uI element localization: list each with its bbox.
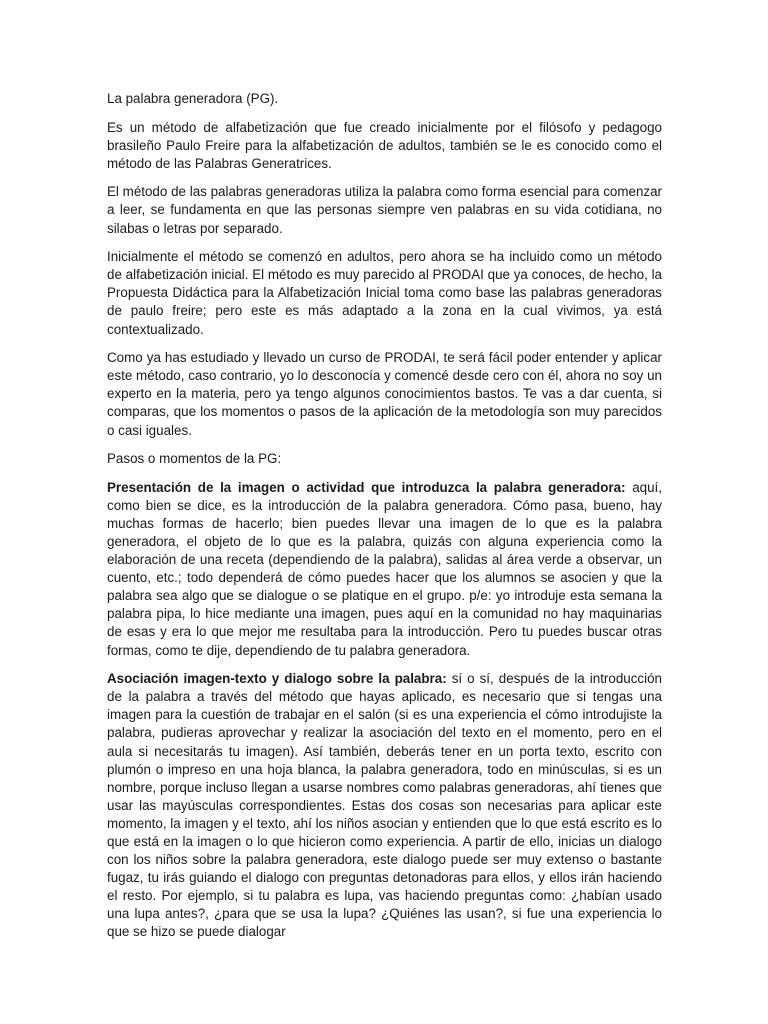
step-association-title: Asociación imagen-texto y dialogo sobre la palabra bbox=[107, 671, 443, 687]
step-presentation-title: Presentación de la imagen o actividad que introduzca la palabra generadora bbox=[107, 479, 622, 495]
step-association bbox=[107, 670, 662, 941]
document-heading: La palabra generadora (PG). bbox=[107, 91, 279, 106]
paragraph-definition: Es un método de alfabetización que fue creado inicialmente por el filósofo y pedagogo brasileño Paulo Freire para la alfabetización de adultos, también se le es conocido como el método de las Palabras Generatrices. bbox=[107, 119, 662, 171]
paragraph-prodai-comparison: Inicialmente el método se comenzó en adultos, pero ahora se ha incluido como un método de alfabetización inicial. El método es muy parecido al PRODAI que ya conoces, de hecho, la Propuesta Didáctica para la Alfabetización Inicial toma como base las palabras generadoras de paulo freire; pero este es más adaptado a la zona en la cual vivimos, ya está contextualizado. bbox=[107, 249, 662, 337]
paragraph-method-basis: El método de las palabras generadoras utiliza la palabra como forma esencial para comenzar a leer, se fundamenta en que las personas siempre ven palabras en su vida cotidiana, no silabas o letras por separado. bbox=[107, 184, 662, 236]
paragraph-author-experience: Como ya has estudiado y llevado un curso de PRODAI, te será fácil poder entender y aplicar este método, caso contrario, yo lo desconocía y comencé desde cero con él, ahora no soy un experto en la materia, pero ya tengo algunos conocimientos bastos. Te vas a dar cuenta, si comparas, que los momentos o pasos de la aplicación de la metodología son muy parecidos o casi iguales. bbox=[107, 350, 662, 438]
document-page bbox=[107, 90, 662, 952]
step-presentation-body: aquí, como bien se dice, es la introducción de la palabra generadora. Cómo pasa, bueno, hay muchas formas de hacerlo; bien puedes llevar una imagen de lo que es la palabra generadora, el objeto de lo que es la palabra, quizás con alguna experiencia como la elaboración de una receta (dependiendo de la palabra), salidas al área verde a observar, un cuento, etc.; todo dependerá de cómo puedes hacer que los alumnos se asocien y que la palabra sea algo que se dialogue o se platique en el grupo. p/e: yo introduje esta semana la palabra pipa, lo hice mediante una imagen, pues aquí en la comunidad no hay maquinarias de esas y era lo que mejor me resultaba para la introducción. Pero tu puedes buscar otras formas, como te dije, dependiendo de tu palabra generadora. bbox=[107, 479, 662, 658]
step-presentation bbox=[107, 479, 662, 660]
step-association-body: sí o sí, después de la introducción de la palabra a través del método que hayas aplicado, es necesario que si tengas una imagen para la cuestión de trabajar en el salón (si es una experiencia el cómo introdujiste la palabra, pudieras aprovechar y realizar la asociación del texto en el momento, pero en el aula si necesitarás tu imagen). Así también, deberás tener en un porta texto, escrito con plumón o impreso en una hoja blanca, la palabra generadora, todo en minúsculas, si es un nombre, porque incluso llegan a usarse nombres como palabras generadoras, ahí tienes que usar las mayúsculas correspondientes. Estas dos cosas son necesarias para aplicar este momento, la imagen y el texto, ahí los niños asocian y entienden que lo que está escrito es lo que está en la imagen o lo que hicieron como experiencia. A partir de ello, inicias un dialogo con los niños sobre la palabra generadora, este dialogo puede ser muy extenso o bastante fugaz, tu irás guiando el dialogo con preguntas detonadoras para ellos, y ellos irán haciendo el resto. Por ejemplo, si tu palabra es lupa, vas haciendo preguntas como: ¿habían usado una lupa antes?, ¿para que se usa la lupa? ¿Quiénes las usan?, si fue una experiencia lo que se hizo se puede dialogar bbox=[107, 671, 662, 940]
step-presentation-separator: : bbox=[621, 479, 626, 495]
step-association-separator: : bbox=[442, 671, 447, 687]
steps-heading: Pasos o momentos de la PG: bbox=[107, 451, 282, 467]
